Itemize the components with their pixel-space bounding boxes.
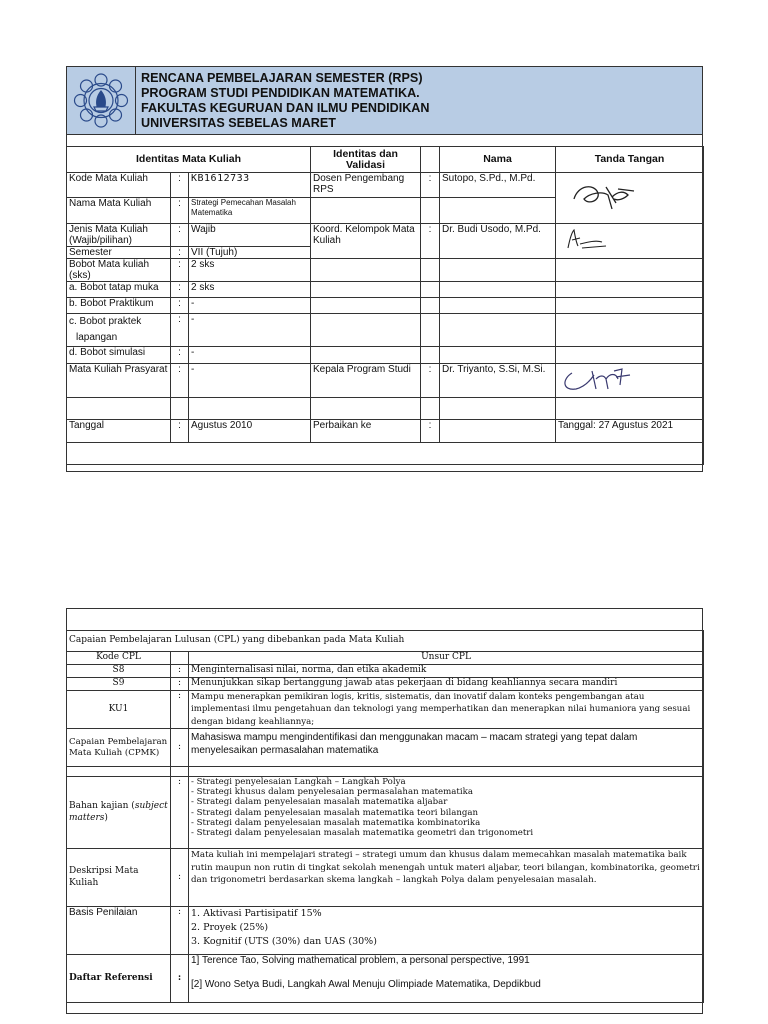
- empty-cell: [421, 198, 440, 224]
- colon: :: [171, 364, 189, 398]
- label-praktikum: b. Bobot Praktikum: [67, 298, 171, 314]
- empty-cell: [421, 298, 440, 314]
- bahan-label-italic: subject matters: [69, 801, 168, 823]
- list-item: - Strategi dalam penyelesaian masalah matematika aljabar: [191, 797, 448, 808]
- colon: :: [171, 907, 189, 955]
- empty-cell: [440, 398, 556, 420]
- header-title-line-1: RENCANA PEMBELAJARAN SEMESTER (RPS): [141, 71, 423, 85]
- cpl-kode: S9: [67, 677, 171, 690]
- colon: :: [171, 247, 189, 259]
- empty-cell: [556, 347, 704, 364]
- list-item: 3. Kognitif (UTS (30%) dan UAS (30%): [191, 936, 377, 947]
- cpl-table: [66, 630, 704, 1003]
- empty-cell: [421, 259, 440, 282]
- empty-cell: [311, 314, 421, 347]
- colon: :: [171, 677, 189, 690]
- value-tanggal: Agustus 2010: [189, 420, 311, 443]
- value-tatap-muka: 2 sks: [189, 282, 311, 298]
- colon: :: [171, 259, 189, 282]
- basis-penilaian-label: Basis Penilaian: [67, 907, 171, 955]
- basis-penilaian-list: [191, 907, 701, 949]
- colon: :: [171, 777, 189, 849]
- header-title-line-2: PROGRAM STUDI PENDIDIKAN MATEMATIKA.: [141, 86, 420, 100]
- empty-cell: [189, 398, 311, 420]
- cpl-unsur: Menunjukkan sikap bertanggung jawab atas pekerjaan di bidang keahliannya secara mandiri: [189, 677, 704, 690]
- cpl-kode: KU1: [67, 690, 171, 729]
- empty-cell: [440, 347, 556, 364]
- document-header: [67, 67, 702, 135]
- label-prasyarat: Mata Kuliah Prasyarat: [67, 364, 171, 398]
- header-title-line-4: UNIVERSITAS SEBELAS MARET: [141, 116, 336, 130]
- cpl-unsur: Mampu menerapkan pemikiran logis, kritis, sistematis, dan inovatif dalam konteks pengembangan atau implementasi ilmu pengetahuan dan teknologi yang memperhatikan dan menerapkan nilai humaniora yang sesuai dengan bidang keahliannya;: [189, 690, 704, 729]
- value-bobot: 2 sks: [189, 259, 311, 282]
- empty-cell: [421, 398, 440, 420]
- signature-kaprodi-icon: [560, 365, 640, 395]
- list-item: - Strategi khusus dalam penyelesaian permasalahan matematika: [191, 787, 473, 798]
- cpl-title: Capaian Pembelajaran Lulusan (CPL) yang dibebankan pada Mata Kuliah: [67, 631, 704, 652]
- empty-cell: [311, 347, 421, 364]
- header-identitas-validasi: Identitas dan Validasi: [311, 147, 421, 173]
- colon: :: [171, 224, 189, 247]
- value-simulasi: -: [189, 347, 311, 364]
- empty-cell: [189, 767, 704, 777]
- list-item: 1. Aktivasi Partisipatif 15%: [191, 908, 322, 919]
- value-kode-mk: KB1612733: [189, 173, 311, 198]
- empty-cell: [311, 259, 421, 282]
- bahan-label-text: Bahan kajian (: [69, 801, 135, 811]
- signature-dosen-icon: [568, 179, 638, 215]
- role-koord: Koord. Kelompok Mata Kuliah: [311, 224, 421, 259]
- list-item: 2. Proyek (25%): [191, 922, 269, 933]
- empty-cell: [421, 147, 440, 173]
- empty-cell: [440, 259, 556, 282]
- university-logo-icon: [70, 70, 132, 131]
- daftar-referensi-label: Daftar Referensi: [67, 955, 171, 1003]
- colon: :: [421, 420, 440, 443]
- col-kode-cpl: Kode CPL: [67, 652, 171, 665]
- value-semester: VII (Tujuh): [189, 247, 311, 259]
- name-kaprodi: Dr. Triyanto, S.Si, M.Si.: [440, 364, 556, 398]
- deskripsi-label: Deskripsi Mata Kuliah: [67, 849, 171, 907]
- empty-cell: [311, 282, 421, 298]
- tanggal-ttd: Tanggal: 27 Agustus 2021: [556, 420, 704, 443]
- name-koord: Dr. Budi Usodo, M.Pd.: [440, 224, 556, 259]
- empty-cell: [440, 314, 556, 347]
- cpmk-text: Mahasiswa mampu mengindentifikasi dan menggunakan macam – macam strategi yang tepat dalam menyelesaikan permasalahan matematika: [189, 729, 704, 767]
- referensi-cell: [189, 955, 704, 1003]
- identity-table: [66, 146, 704, 465]
- label-tanggal: Tanggal: [67, 420, 171, 443]
- rps-identity-page: [66, 66, 703, 472]
- empty-cell: [67, 398, 171, 420]
- colon: :: [421, 224, 440, 259]
- name-perbaikan: [440, 420, 556, 443]
- header-tanda-tangan: Tanda Tangan: [556, 147, 704, 173]
- cpmk-label: Capaian Pembelajaran Mata Kuliah (CPMK): [67, 729, 171, 767]
- rps-cpl-page: [66, 608, 703, 1014]
- label-praktek-lapangan: [67, 314, 171, 347]
- empty-footer-row: [67, 443, 704, 465]
- empty-cell: [556, 282, 704, 298]
- empty-cell: [556, 259, 704, 282]
- label-kode-mk: Kode Mata Kuliah: [67, 173, 171, 198]
- empty-cell: [440, 282, 556, 298]
- empty-cell: [171, 767, 189, 777]
- empty-cell: [421, 282, 440, 298]
- empty-cell: [311, 198, 421, 224]
- value-praktek-lapangan: -: [189, 314, 311, 347]
- signature-koord-icon: [564, 226, 614, 252]
- empty-cell: [311, 398, 421, 420]
- empty-cell: [421, 314, 440, 347]
- colon: :: [171, 664, 189, 677]
- name-dosen: Sutopo, S.Pd., M.Pd.: [440, 173, 556, 198]
- bahan-kajian-list: [191, 777, 701, 838]
- empty-cell: [171, 652, 189, 665]
- header-nama: Nama: [440, 147, 556, 173]
- colon: :: [171, 298, 189, 314]
- list-item: - Strategi penyelesaian Langkah – Langkah Polya: [191, 777, 406, 787]
- referensi-item: [2] Wono Setya Budi, Langkah Awal Menuju Olimpiade Matematika, Depdikbud: [191, 979, 541, 990]
- empty-cell: [421, 347, 440, 364]
- value-praktikum: -: [189, 298, 311, 314]
- label-bobot: Bobot Mata kuliah (sks): [67, 259, 171, 282]
- bahan-kajian-list-cell: [189, 777, 704, 849]
- header-title-line-3: FAKULTAS KEGURUAN DAN ILMU PENDIDIKAN: [141, 101, 430, 115]
- colon: :: [171, 690, 189, 729]
- colon: :: [171, 955, 189, 1003]
- list-item: - Strategi dalam penyelesaian masalah matematika geometri dan trigonometri: [191, 828, 534, 839]
- label-jenis-mk: Jenis Mata Kuliah (Wajib/pilihan): [67, 224, 171, 247]
- empty-cell: [556, 314, 704, 347]
- label-praktek-line2: lapangan: [76, 332, 118, 343]
- deskripsi-text: Mata kuliah ini mempelajari strategi – strategi umum dan khusus dalam memecahkan masalah matematika baik rutin maupun non rutin di tingkat sekolah menengah untuk materi aljabar, teori bilangan, kombinatorika, geometri dan trigonometri berdasarkan skema langkah – langkah Polya dalam penyelesaian masalah.: [189, 849, 704, 907]
- empty-cell: [556, 398, 704, 420]
- empty-cell: [440, 298, 556, 314]
- list-item: - Strategi dalam penyelesaian masalah matematika kombinatorika: [191, 817, 481, 828]
- signature-cell-koord: [556, 224, 704, 259]
- colon: :: [171, 282, 189, 298]
- header-identitas-mk: Identitas Mata Kuliah: [67, 147, 311, 173]
- label-praktek-line1: c. Bobot praktek: [69, 316, 142, 327]
- colon: :: [171, 198, 189, 224]
- colon: :: [171, 729, 189, 767]
- empty-cell: [556, 298, 704, 314]
- bahan-kajian-label: [67, 777, 171, 849]
- colon: :: [421, 364, 440, 398]
- cpl-unsur: Menginternalisasi nilai, norma, dan etika akademik: [189, 664, 704, 677]
- signature-cell-dosen: [556, 173, 704, 224]
- label-simulasi: d. Bobot simulasi: [67, 347, 171, 364]
- colon: :: [171, 420, 189, 443]
- signature-cell-kaprodi: [556, 364, 704, 398]
- bahan-label-end: ): [104, 812, 108, 823]
- role-kaprodi: Kepala Program Studi: [311, 364, 421, 398]
- logo-cell: [67, 67, 136, 134]
- colon: :: [421, 173, 440, 198]
- label-nama-mk: Nama Mata Kuliah: [67, 198, 171, 224]
- cpl-kode: S8: [67, 664, 171, 677]
- colon: :: [171, 314, 189, 347]
- empty-cell: [67, 767, 171, 777]
- col-unsur-cpl: Unsur CPL: [189, 652, 704, 665]
- role-dosen: Dosen Pengembang RPS: [311, 173, 421, 198]
- empty-cell: [171, 398, 189, 420]
- value-jenis-mk: Wajib: [189, 224, 311, 247]
- label-semester: Semester: [67, 247, 171, 259]
- referensi-item: 1] Terence Tao, Solving mathematical problem, a personal perspective, 1991: [191, 955, 530, 966]
- value-prasyarat: -: [189, 364, 311, 398]
- empty-cell: [311, 298, 421, 314]
- list-item: - Strategi dalam penyelesaian masalah matematika teori bilangan: [191, 807, 479, 818]
- role-perbaikan: Perbaikan ke: [311, 420, 421, 443]
- colon: :: [171, 347, 189, 364]
- label-tatap-muka: a. Bobot tatap muka: [67, 282, 171, 298]
- empty-cell: [440, 198, 556, 224]
- basis-penilaian-cell: [189, 907, 704, 955]
- value-nama-mk: Strategi Pemecahan Masalah Matematika: [189, 198, 311, 224]
- colon: :: [171, 173, 189, 198]
- colon: :: [171, 849, 189, 907]
